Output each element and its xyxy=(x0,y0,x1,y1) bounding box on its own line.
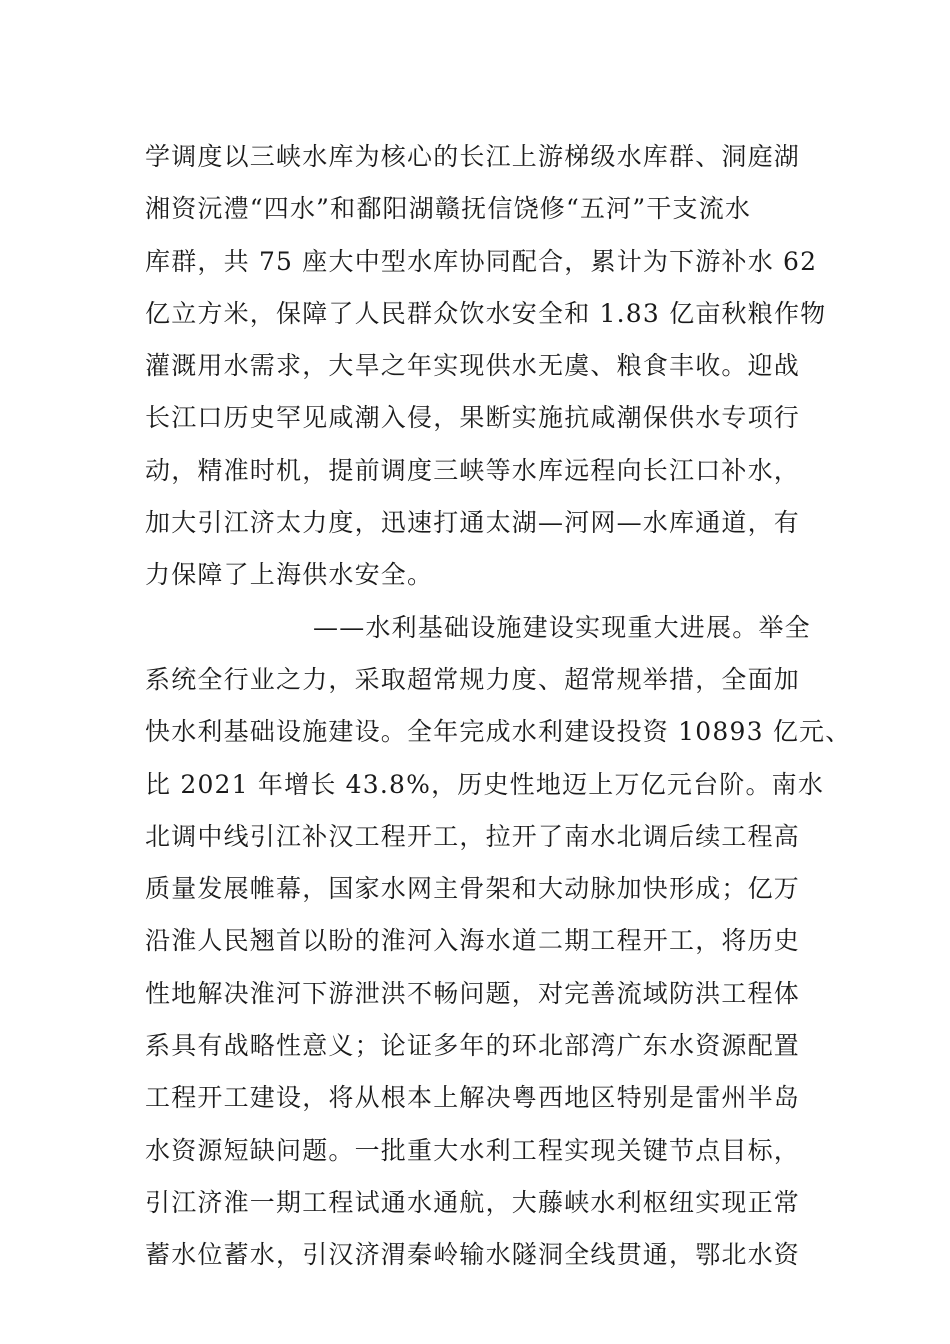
text-line: 亿立方米，保障了人民群众饮水安全和 1.83 亿亩秋粮作物 xyxy=(145,298,827,328)
text-line: 灌溉用水需求，大旱之年实现供水无虞、粮食丰收。迎战 xyxy=(145,351,801,381)
text-line: 系具有战略性意义；论证多年的环北部湾广东水资源配置 xyxy=(145,1031,801,1061)
text-line: 沿淮人民翘首以盼的淮河入海水道二期工程开工，将历史 xyxy=(145,926,801,956)
text-line: 库群，共 75 座大中型水库协同配合，累计为下游补水 62 xyxy=(145,246,818,276)
text-line: 加大引江济太力度，迅速打通太湖—河网—水库通道，有 xyxy=(145,508,801,538)
text-line: 工程开工建设，将从根本上解决粤西地区特别是雷州半岛 xyxy=(145,1083,801,1113)
text-line: 引江济淮一期工程试通水通航，大藤峡水利枢纽实现正常 xyxy=(145,1187,801,1217)
text-line: 蓄水位蓄水，引汉济渭秦岭输水隧洞全线贯通，鄂北水资 xyxy=(145,1240,801,1270)
text-line: 北调中线引江补汉工程开工，拉开了南水北调后续工程高 xyxy=(145,821,801,851)
text-line: 学调度以三峡水库为核心的长江上游梯级水库群、洞庭湖 xyxy=(145,142,801,171)
text-line: 力保障了上海供水安全。 xyxy=(145,560,434,590)
text-line: 系统全行业之力，采取超常规力度、超常规举措，全面加 xyxy=(145,664,801,694)
text-line: 性地解决淮河下游泄洪不畅问题，对完善流域防洪工程体 xyxy=(145,978,801,1008)
text-line: 质量发展帷幕，国家水网主骨架和大动脉加快形成；亿万 xyxy=(145,874,801,904)
text-line: 长江口历史罕见咸潮入侵，果断实施抗咸潮保供水专项行 xyxy=(145,403,801,433)
text-line: 动，精准时机，提前调度三峡等水库远程向长江口补水， xyxy=(145,455,801,485)
text-line: 湘资沅澧“四水”和鄱阳湖赣抚信饶修“五河”干支流水 xyxy=(145,194,752,224)
text-line: 比 2021 年增长 43.8%，历史性地迈上万亿元台阶。南水 xyxy=(145,769,825,799)
body-text xyxy=(145,131,852,1282)
text-line: 水资源短缺问题。一批重大水利工程实现关键节点目标， xyxy=(145,1135,801,1165)
section-heading-line: ——水利基础设施建设实现重大进展。举全 xyxy=(313,612,811,642)
text-line: 快水利基础设施建设。全年完成水利建设投资 10893 亿元、 xyxy=(145,717,852,747)
